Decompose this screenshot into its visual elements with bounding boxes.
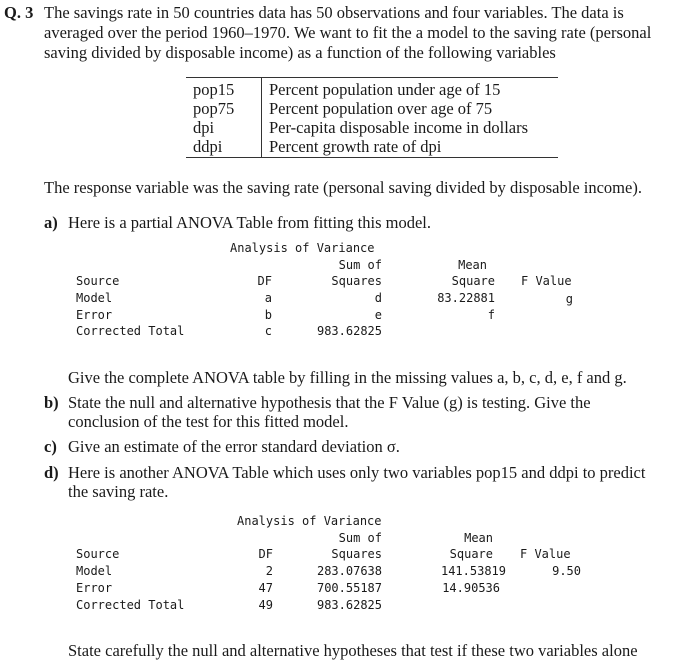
variables-table-top-rule [186,77,558,78]
variable-description: Percent population under age of 15 [269,80,501,99]
anova-2-source-header: Source [76,547,120,561]
anova-1-row-ss: 983.62825 [316,324,382,338]
anova-1-row-ms: 83.22881 [437,291,495,305]
anova-2-ss-header: Squares [331,547,382,561]
anova-1-row-df: a [264,291,272,305]
part-c-label: c) [44,437,57,456]
anova-2-row-f: 9.50 [552,564,581,578]
part-a-followup: Give the complete ANOVA table by filling in the missing values a, b, c, d, e, f and g. [68,368,627,387]
anova-1-title: Analysis of Variance [230,241,375,255]
part-d-line-2: the saving rate. [68,482,169,501]
variables-table-bottom-rule [186,157,558,158]
anova-1-row-source: Model [76,291,113,305]
anova-1-mean-header: Mean [458,258,487,272]
anova-2-row-ss: 700.55187 [316,581,382,595]
part-d-label: d) [44,463,59,482]
part-b-line-1: State the null and alternative hypothesis that the F Value (g) is testing. Give the [68,393,591,412]
anova-1-source-header: Source [76,274,120,288]
variable-name: pop75 [193,99,235,118]
anova-1-row-ms: f [487,308,495,322]
question-number: Q. 3 [4,3,34,22]
part-d-line-1: Here is another ANOVA Table which uses only two variables pop15 and ddpi to predict [68,463,646,482]
anova-1-row-ss: e [374,308,382,322]
anova-2-sumof-header: Sum of [338,531,382,545]
anova-1-row-f: g [565,292,573,306]
anova-2-row-df: 2 [265,564,273,578]
anova-2-f-header: F Value [520,547,571,561]
variable-description: Per-capita disposable income in dollars [269,118,529,137]
anova-2-row-ss: 983.62825 [316,598,382,612]
anova-1-ss-header: Squares [331,274,382,288]
part-b-label: b) [44,393,59,412]
intro-line-3: saving divided by disposable income) as a function of the following variables [44,43,556,62]
variable-name: dpi [193,118,215,137]
anova-1-df-header: DF [257,274,272,288]
anova-1-row-df: b [264,308,272,322]
part-a-text: Here is a partial ANOVA Table from fitting this model. [68,213,432,232]
intro-line-1: The savings rate in 50 countries data has 50 observations and four variables. The data is [44,3,624,22]
part-a-label: a) [44,213,58,232]
anova-1-f-header: F Value [521,274,572,288]
variable-name: ddpi [193,137,223,156]
anova-2-title: Analysis of Variance [237,514,382,528]
variable-description: Percent growth rate of dpi [269,137,442,156]
anova-1-row-ss: d [374,291,382,305]
response-text: The response variable was the saving rate (personal saving divided by disposable income). [44,178,642,197]
anova-2-ms-header: Square [449,547,493,561]
anova-2-mean-header: Mean [464,531,493,545]
anova-2-row-ms: 141.53819 [440,564,506,578]
anova-2-row-ss: 283.07638 [316,564,382,578]
anova-1-row-source: Corrected Total [76,324,185,338]
anova-1-row-df: c [264,324,272,338]
anova-2-row-df: 49 [258,598,273,612]
anova-2-row-source: Corrected Total [76,598,185,612]
anova-2-df-header: DF [258,547,273,561]
anova-2-row-source: Model [76,564,113,578]
variable-description: Percent population over age of 75 [269,99,493,118]
intro-line-2: averaged over the period 1960–1970. We want to fit the a model to the saving rate (personal [44,23,652,42]
variables-table-divider [261,77,262,157]
anova-1-sumof-header: Sum of [338,258,382,272]
anova-2-row-source: Error [76,581,113,595]
part-d-followup: State carefully the null and alternative hypotheses that test if these two variables alone [68,641,638,660]
part-b-line-2: conclusion of the test for this fitted model. [68,412,349,431]
anova-2-row-ms: 14.90536 [442,581,500,595]
anova-2-row-df: 47 [258,581,273,595]
part-c-text: Give an estimate of the error standard deviation σ. [68,437,400,456]
anova-1-ms-header: Square [451,274,495,288]
variable-name: pop15 [193,80,235,99]
anova-1-row-source: Error [76,308,113,322]
